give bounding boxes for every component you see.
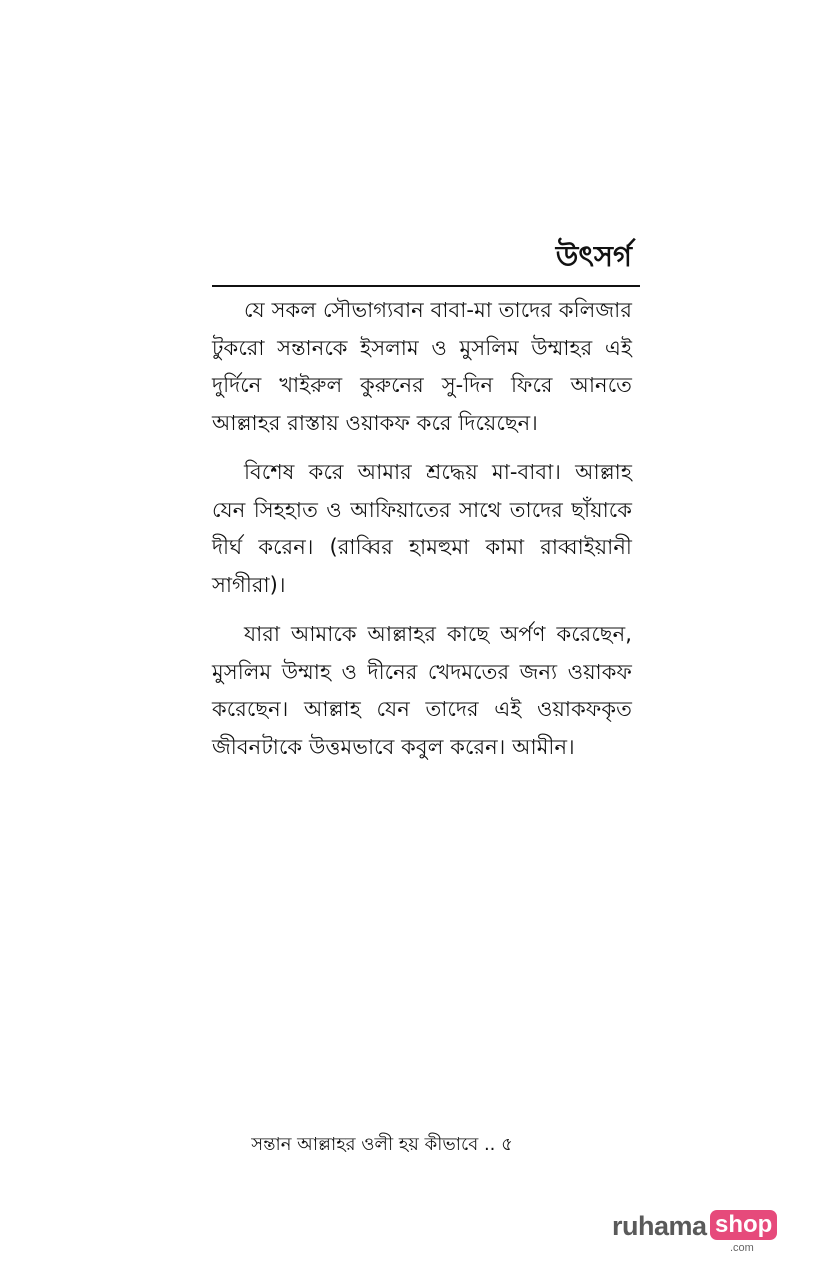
dedication-body xyxy=(212,292,632,778)
brand-badge: shop xyxy=(710,1210,777,1240)
page-heading: উৎসর্গ xyxy=(555,239,632,273)
dedication-paragraph-3: যারা আমাকে আল্লাহর কাছে অর্পণ করেছেন, মুসলিম উম্মাহ ও দীনের খেদমতের জন্য ওয়াকফ করেছেন। আল্লাহ যেন তাদের এই ওয়াকফকৃত জীবনটাকে উত্তমভাবে কবুল করেন। আমীন। xyxy=(212,622,632,759)
brand-wordmark: ruhama xyxy=(612,1211,707,1241)
heading-divider xyxy=(212,285,640,287)
page-footer: সন্তান আল্লাহর ওলী হয় কীভাবে .. ৫ xyxy=(251,1134,513,1155)
brand-domain: .com xyxy=(730,1242,754,1254)
ruhamashop-logo xyxy=(612,1208,782,1260)
dedication-paragraph-1: যে সকল সৌভাগ্যবান বাবা-মা তাদের কলিজার টুকরো সন্তানকে ইসলাম ও মুসলিম উম্মাহর এই দুর্দিনে খাইরুল কুরুনের সু-দিন ফিরে আনতে আল্লাহর রাস্তায় ওয়াকফ করে দিয়েছেন। xyxy=(212,298,632,435)
dedication-paragraph-2: বিশেষ করে আমার শ্রদ্ধেয় মা-বাবা। আল্লাহ যেন সিহহাত ও আফিয়াতের সাথে তাদের ছাঁয়াকে দীর্ঘ করেন। (রাব্বির হামহুমা কামা রাব্বাইয়ানী সাগীরা)। xyxy=(212,460,632,597)
